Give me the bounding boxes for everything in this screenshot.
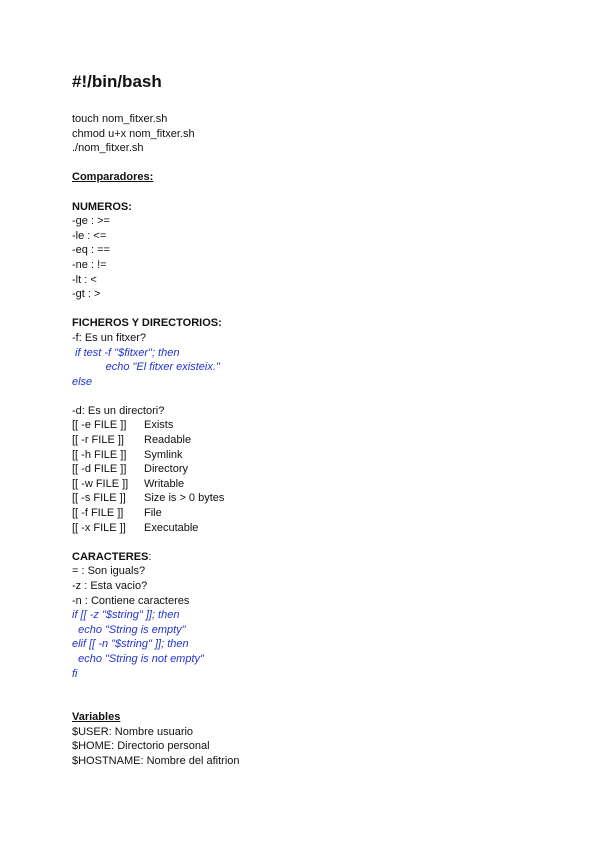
caracteres-item: = : Son iguals? — [72, 565, 146, 578]
file-test-flag: [[ -s FILE ]] — [72, 492, 126, 505]
file-test-desc: Directory — [144, 463, 189, 476]
numeros-item: -lt : < — [72, 273, 97, 286]
numeros-item: -ge : >= — [72, 215, 110, 228]
numeros-item: -ne : != — [72, 258, 107, 271]
file-test-desc: Writable — [144, 477, 185, 490]
file-test-desc: Readable — [144, 434, 192, 447]
file-test-row — [72, 491, 542, 506]
file-test-desc: Exists — [144, 419, 174, 432]
code-line: if [[ -z "$string" ]]; then — [72, 609, 180, 622]
code-line: echo "String is not empty" — [72, 652, 204, 665]
variables-heading: Variables — [72, 711, 121, 724]
file-test-desc: Symlink — [144, 448, 183, 461]
file-test-row — [72, 448, 542, 463]
comparadores-heading: Comparadores: — [72, 171, 154, 184]
numeros-heading: NUMEROS: — [72, 200, 132, 213]
file-test-row — [72, 521, 542, 536]
file-test-flag: [[ -r FILE ]] — [72, 434, 124, 447]
ficheros-heading: FICHEROS Y DIRECTORIOS: — [72, 317, 222, 330]
ficheros-f-label: -f: Es un fitxer? — [72, 331, 146, 344]
page-title: #!/bin/bash — [72, 72, 162, 91]
file-test-flag: [[ -e FILE ]] — [72, 419, 127, 432]
caracteres-item: -n : Contiene caracteres — [72, 594, 190, 607]
code-line: fi — [72, 667, 78, 680]
file-test-desc: Size is > 0 bytes — [144, 492, 225, 505]
file-test-flag: [[ -d FILE ]] — [72, 463, 127, 476]
code-line: else — [72, 375, 93, 388]
variables-item: $USER: Nombre usuario — [72, 725, 194, 738]
numeros-item: -eq : == — [72, 244, 110, 257]
numeros-item: -gt : > — [72, 288, 101, 301]
setup-line: ./nom_fitxer.sh — [72, 142, 144, 155]
setup-line: touch nom_fitxer.sh — [72, 113, 168, 125]
setup-line: chmod u+x nom_fitxer.sh — [72, 127, 195, 140]
file-test-desc: File — [144, 507, 162, 520]
file-test-row — [72, 433, 542, 448]
numeros-item: -le : <= — [72, 229, 107, 242]
file-test-row — [72, 506, 542, 521]
caracteres-heading: CARACTERES — [72, 550, 149, 563]
file-test-row — [72, 477, 542, 492]
code-line: echo "El fitxer existeix." — [72, 361, 220, 374]
file-test-flag: [[ -x FILE ]] — [72, 521, 126, 534]
file-test-desc: Executable — [144, 521, 199, 534]
code-line: echo "String is empty" — [72, 623, 186, 636]
code-line: if test -f "$fitxer"; then — [72, 346, 180, 359]
caracteres-item: -z : Esta vacio? — [72, 580, 148, 592]
file-test-flag: [[ -h FILE ]] — [72, 448, 127, 461]
file-test-flag: [[ -f FILE ]] — [72, 507, 124, 520]
variables-item: $HOSTNAME: Nombre del afitrion — [72, 754, 240, 767]
file-test-flag: [[ -w FILE ]] — [72, 477, 129, 490]
code-line: elif [[ -n "$string" ]]; then — [72, 638, 189, 651]
document-page — [72, 72, 542, 769]
caracteres-heading-line — [72, 550, 542, 565]
variables-item: $HOME: Directorio personal — [72, 740, 210, 753]
file-test-row — [72, 462, 542, 477]
ficheros-d-label: -d: Es un directori? — [72, 404, 165, 417]
caracteres-heading-suffix: : — [148, 550, 152, 563]
file-test-row — [72, 418, 542, 433]
